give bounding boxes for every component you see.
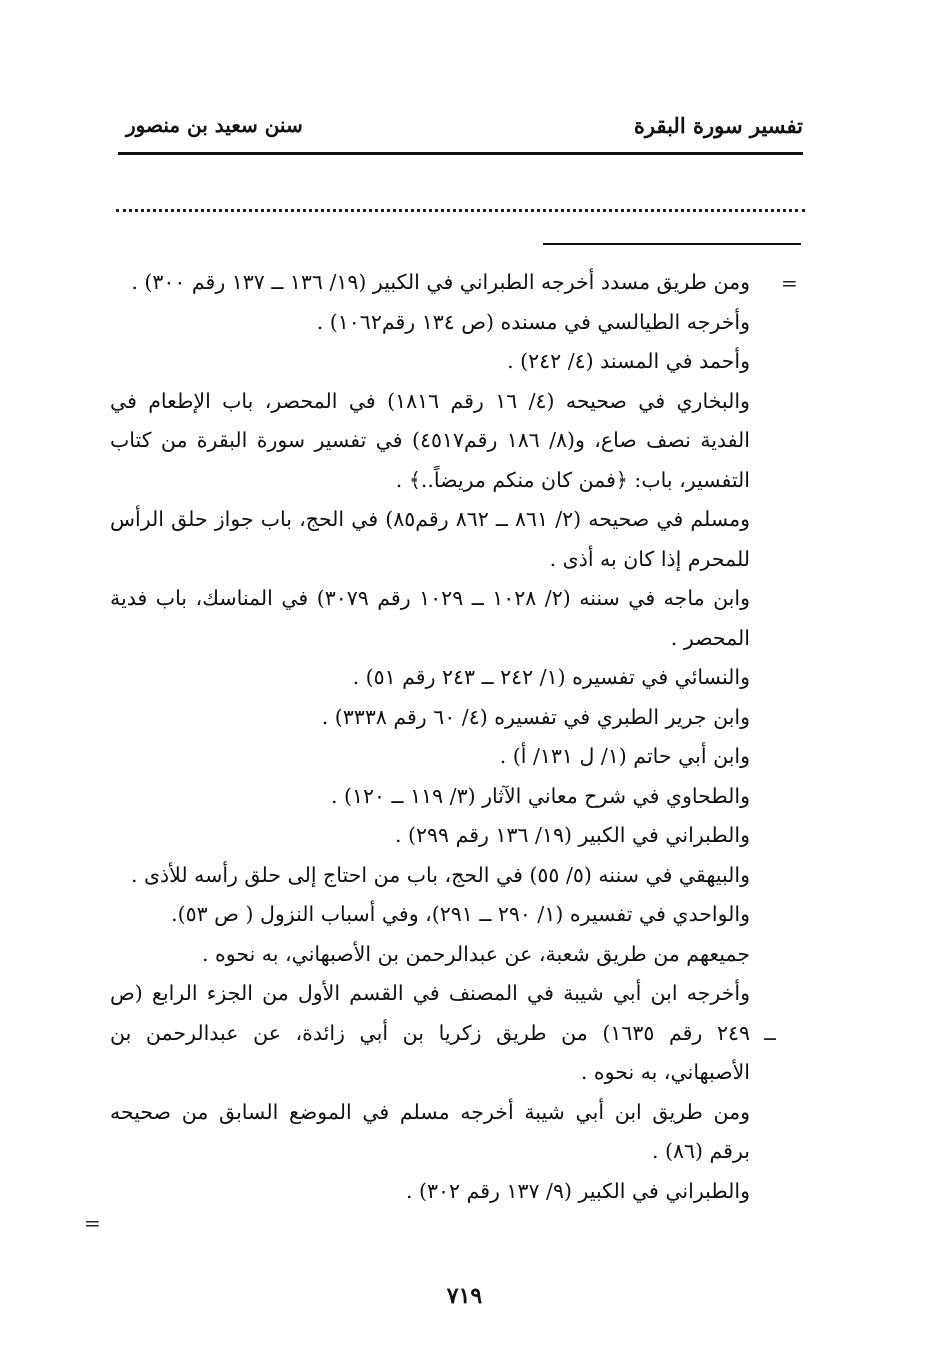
section-dash-marker: ــ	[764, 1021, 776, 1045]
footnote-paragraph: والنسائي في تفسيره (١/ ٢٤٢ ــ ٢٤٣ رقم ٥١) .	[352, 665, 750, 689]
footnote-paragraph: ومن طريق مسدد أخرجه الطبراني في الكبير (١٩/ ١٣٦ ــ ١٣٧ رقم ٣٠٠) .	[131, 270, 750, 294]
footnote-paragraph: وابن أبي حاتم (١/ ل ١٣١/ أ) .	[499, 744, 750, 768]
footnote-paragraph: ومن طريق ابن أبي شيبة أخرجه مسلم في الموضع السابق من صحيحه برقم (٨٦) .	[110, 1099, 750, 1163]
footnote-paragraph: والطحاوي في شرح معاني الآثار (٣/ ١١٩ ــ ١٢٠) .	[330, 783, 750, 808]
footnote-paragraph: وابن جرير الطبري في تفسيره (٤/ ٦٠ رقم ٣٣٣٨) .	[321, 704, 750, 729]
footnote-paragraph: وابن ماجه في سننه (٢/ ١٠٢٨ ــ ١٠٢٩ رقم ٣٠٧٩) في المناسك، باب فدية المحصر .	[110, 586, 750, 650]
footnote-paragraph: ومسلم في صحيحه (٢/ ٨٦١ ــ ٨٦٢ رقم٨٥) في الحج، باب جواز حلق الرأس للمحرم إذا كان به أذى .	[110, 507, 750, 571]
footnote-text	[110, 263, 750, 1211]
running-head-chapter-title: تفسير سورة البقرة	[633, 113, 803, 138]
footnote-paragraph: والطبراني في الكبير (٩/ ١٣٧ رقم ٣٠٢) .	[406, 1178, 750, 1203]
footnote-paragraph: وأحمد في المسند (٤/ ٢٤٢) .	[507, 349, 750, 373]
footnote-paragraph: والبيهقي في سننه (٥/ ٥٥) في الحج، باب من احتاج إلى حلق رأسه للأذى .	[130, 862, 750, 887]
footnote-paragraph: والبخاري في صحيحه (٤/ ١٦ رقم ١٨١٦) في المحصر، باب الإطعام في الفدية نصف صاع، و(٨/ ١٨٦ رقم٤٥١٧) في تفسير سورة البقرة من كتاب التفسير، باب: ﴿فمن كان منكم مريضاً..﴾ .	[110, 388, 750, 492]
footnote-paragraph: وأخرجه الطيالسي في مسنده (ص ١٣٤ رقم١٠٦٢) .	[316, 309, 750, 334]
continuation-marker-top: =	[781, 271, 798, 295]
footnote-paragraph: وأخرجه ابن أبي شيبة في المصنف في القسم الأول من الجزء الرابع (ص ٢٤٩ رقم ١٦٣٥) من طريق زكريا بن أبي زائدة، عن عبدالرحمن بن الأصبهاني، به نحوه .	[110, 981, 750, 1084]
header-rule	[118, 152, 803, 155]
running-head-book-title: سنن سعيد بن منصور	[126, 113, 303, 137]
running-head	[118, 113, 803, 143]
continuation-marker-bottom: =	[84, 1211, 101, 1235]
footnote-paragraph: والواحدي في تفسيره (١/ ٢٩٠ ــ ٢٩١)، وفي أسباب النزول ( ص ٥٣).	[171, 902, 750, 926]
page-number: ٧١٩	[446, 1283, 483, 1309]
ellipsis-dotted-line	[116, 209, 805, 212]
footnote-paragraph: والطبراني في الكبير (١٩/ ١٣٦ رقم ٢٩٩) .	[394, 823, 750, 847]
footnote-separator-rule	[543, 243, 801, 245]
footnote-paragraph: جميعهم من طريق شعبة، عن عبدالرحمن بن الأصبهاني، به نحوه .	[201, 941, 750, 966]
